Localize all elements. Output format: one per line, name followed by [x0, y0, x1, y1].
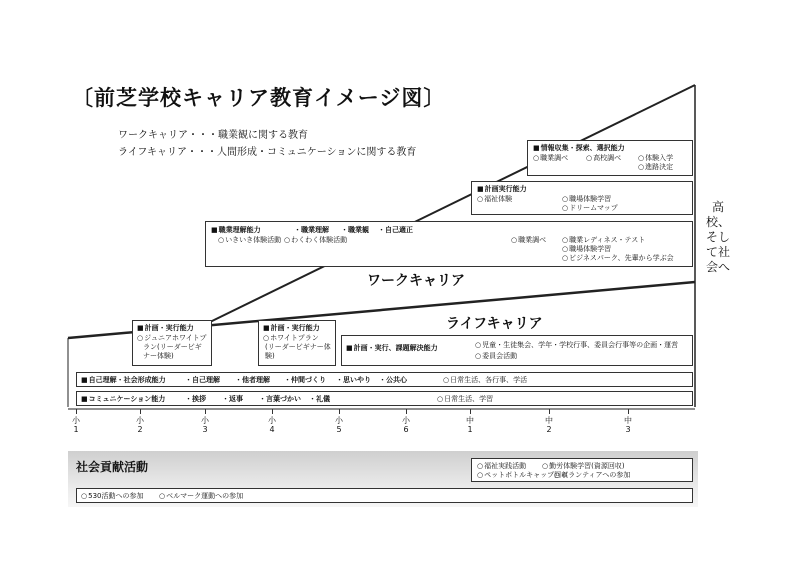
plan-problem-box	[341, 335, 693, 366]
social-item: ○ ペットボトルキャップ回収	[477, 471, 568, 480]
info-item: ○ 高校調べ	[586, 154, 621, 163]
info-heading: ■ 情報収集・探索、選択能力	[533, 144, 625, 153]
social-item: ○ ボランティアへの参加	[554, 471, 630, 480]
plan-upper-heading: ■ 計画実行能力	[477, 185, 527, 194]
grade-label: 小 1	[72, 416, 80, 435]
grade-tick	[272, 409, 273, 414]
social-title: 社会貢献活動	[76, 460, 149, 474]
comm-heading: ・返事	[222, 395, 243, 403]
grade-label: 小 2	[136, 416, 144, 435]
plan-problem-item: ○ 児童・生徒集会、学年・学校行事、委員会行事等の企画・運営	[475, 341, 678, 350]
career-item: ○ ビジネスパーク、先輩から学ぶ会	[562, 254, 674, 263]
plan-problem-item: ○ 委員会活動	[475, 352, 517, 361]
social-bottom-box	[76, 488, 693, 503]
grade-tick	[140, 409, 141, 414]
social-right-box	[471, 458, 693, 482]
plan-upper-item: ○ 職場体験学習	[562, 195, 611, 204]
career-item: ○ いきいき体験活動	[218, 236, 281, 245]
self-understanding-row	[76, 372, 693, 387]
career-heading: ・職業観	[341, 226, 369, 234]
plan-g4-item: (リーダービギナー体	[265, 343, 331, 351]
grade-tick	[76, 409, 77, 414]
self-heading: ・自己理解	[185, 376, 220, 384]
comm-heading: ・言葉づかい	[259, 395, 301, 403]
plan-upper-box	[471, 181, 693, 215]
plan-g4-item: 験)	[265, 352, 275, 360]
social-item: ○ 勤労体験学習(資源回収)	[542, 462, 625, 471]
self-heading: ・思いやり	[336, 376, 371, 384]
grade-label: 中 1	[466, 416, 474, 435]
social-item: ○ 福祉実践活動	[477, 462, 526, 471]
info-item: ○ 進路決定	[638, 163, 673, 172]
grade-tick	[549, 409, 550, 414]
page-title: 〔前芝学校キャリア教育イメージ図〕	[72, 86, 446, 110]
grade-tick	[470, 409, 471, 414]
info-item: ○ 職業調べ	[533, 154, 568, 163]
plan-upper-item: ○ ドリームマップ	[562, 204, 618, 213]
plan-g4-heading: ■ 計画・実行能力	[263, 324, 320, 333]
plan-g3-box	[132, 320, 212, 366]
plan-g3-item: ○ ジュニアホワイトプ	[137, 334, 207, 343]
career-heading: ■ 職業理解能力	[211, 226, 261, 235]
career-item: ○ わくわく体験活動	[284, 236, 347, 245]
grade-label: 小 5	[335, 416, 343, 435]
self-heading: ・他者理解	[235, 376, 270, 384]
career-item: ○ 職業レディネス・テスト	[562, 236, 645, 245]
work-career-label: ワークキャリア	[367, 273, 465, 289]
legend-life: ライフキャリア・・・人間形成・コミュニケーションに関する教育	[118, 147, 417, 158]
communication-row	[76, 391, 693, 406]
grade-label: 小 3	[201, 416, 209, 435]
career-heading: ・職業理解	[294, 226, 329, 234]
plan-problem-heading: ■ 計画・実行、課題解決能力	[346, 344, 438, 353]
plan-g3-item: ラン(リーダービギ	[143, 343, 202, 351]
plan-g4-box	[258, 320, 336, 366]
career-heading: ・自己適正	[378, 226, 413, 234]
grade-tick	[406, 409, 407, 414]
plan-upper-item: ○ 福祉体験	[477, 195, 512, 204]
grade-tick	[339, 409, 340, 414]
grade-label: 小 4	[268, 416, 276, 435]
career-item: ○ 職場体験学習	[562, 245, 611, 254]
comm-item: ○ 日常生活、学習	[437, 395, 493, 404]
comm-heading: ■ コミュニケーション能力	[81, 395, 165, 404]
self-heading: ■ 自己理解・社会形成能力	[81, 376, 166, 385]
plan-g3-item: ナー体験)	[143, 352, 174, 360]
info-selection-box	[527, 140, 693, 176]
plan-g3-heading: ■ 計画・実行能力	[137, 324, 194, 333]
plan-g4-item: ○ ホワイトプラン	[263, 334, 319, 343]
grade-label: 中 3	[624, 416, 632, 435]
career-item: ○ 職業調べ	[511, 236, 546, 245]
legend-work: ワークキャリア・・・職業観に関する教育	[118, 130, 308, 141]
comm-heading: ・礼儀	[309, 395, 330, 403]
comm-heading: ・挨拶	[185, 395, 206, 403]
self-heading: ・公共心	[379, 376, 407, 384]
life-career-label: ライフキャリア	[446, 316, 543, 332]
self-item: ○ 日常生活、各行事、学活	[443, 376, 527, 385]
social-item: ○ ベルマーク運動への参加	[159, 492, 243, 501]
career-understanding-box	[205, 221, 693, 267]
info-item: ○ 体験入学	[638, 154, 673, 163]
grade-label: 小 6	[402, 416, 410, 435]
self-heading: ・仲間づくり	[284, 376, 326, 384]
grade-tick	[628, 409, 629, 414]
grade-tick	[205, 409, 206, 414]
social-item: ○ 530活動への参加	[81, 492, 143, 501]
side-label: 高校、そして社会へ	[706, 200, 731, 274]
grade-label: 中 2	[545, 416, 553, 435]
